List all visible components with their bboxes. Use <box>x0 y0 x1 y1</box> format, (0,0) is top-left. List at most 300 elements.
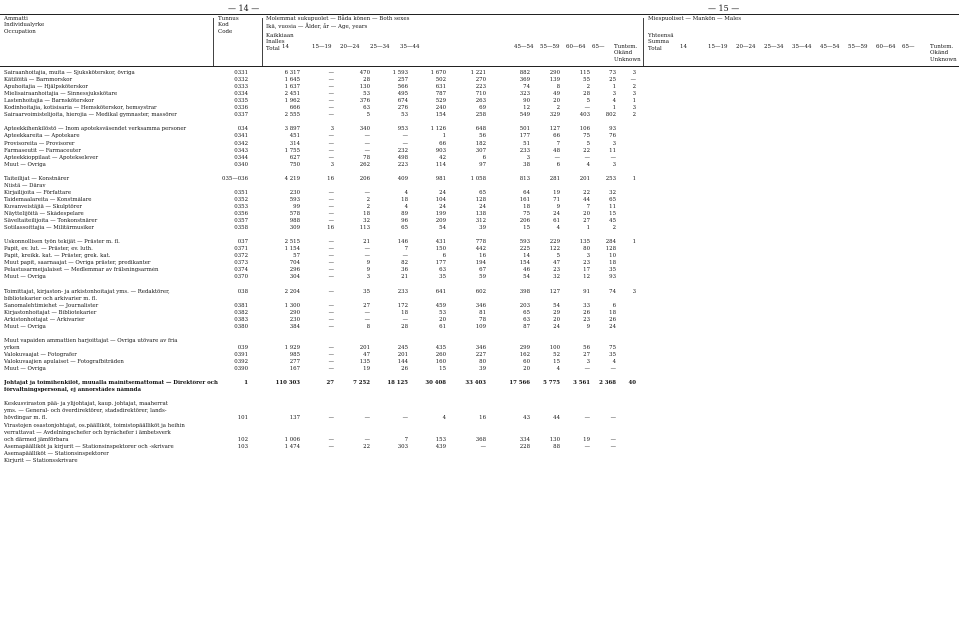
cell-a20: 18 <box>363 211 370 217</box>
cell-a15: — <box>328 140 334 147</box>
cell-unk: — <box>610 154 616 161</box>
cell-total: 1 637 <box>284 84 300 91</box>
cell-a60: 66 <box>553 133 560 140</box>
row-label: Farmaseutit — Farmaceuter <box>4 147 81 154</box>
cell-total: 578 <box>289 211 300 217</box>
cell-a60: 71 <box>553 196 560 203</box>
cell-a55: 17 566 <box>509 380 530 387</box>
right-age-column-header: 65— <box>902 44 915 50</box>
cell-a55: 18 <box>523 203 530 210</box>
cell-a25: 276 <box>397 105 408 112</box>
cell-a20: 47 <box>363 352 370 358</box>
cell-a35: 529 <box>435 98 446 105</box>
cell-a60: 9 <box>556 203 560 210</box>
cell-a25: 257 <box>397 77 408 84</box>
left-total-header: Kaikkiaan Inalles Total <box>266 33 294 52</box>
cell-code: 035—036 <box>222 175 248 182</box>
cell-a25: 233 <box>397 288 408 295</box>
cell-a60: 5 775 <box>543 380 560 387</box>
cell-unk: 1 <box>612 84 616 91</box>
cell-a35: 641 <box>435 288 446 295</box>
cell-a60: 54 <box>553 302 560 309</box>
cell-a60: 29 <box>553 309 560 316</box>
cell-a65: 44 <box>583 196 590 203</box>
left-age-column-header: 20—24 <box>340 44 360 50</box>
cell-unk: 128 <box>605 246 616 253</box>
cell-a65: 23 <box>583 316 590 323</box>
cell-code: 0358 <box>234 225 248 232</box>
cell-a20: 135 <box>359 359 370 366</box>
cell-a55: 162 <box>519 352 530 358</box>
cell-unk: 2 <box>612 225 616 232</box>
cell-m_total: — <box>630 77 636 84</box>
cell-total: 988 <box>289 218 300 225</box>
cell-a25: 82 <box>401 260 408 267</box>
cell-a25: 96 <box>401 218 408 225</box>
right-page-number: — 15 — <box>708 4 740 13</box>
cell-m_total: 3 <box>632 91 636 98</box>
cell-a25: 36 <box>401 267 408 274</box>
cell-a15: — <box>328 91 334 98</box>
cell-a45: 442 <box>475 246 486 253</box>
cell-a55: 206 <box>519 218 530 225</box>
cell-a60: — <box>554 154 560 161</box>
right-age-column-header: 55—59 <box>848 44 868 50</box>
cell-a35: 20 <box>439 316 446 323</box>
cell-a35: 199 <box>435 211 446 217</box>
row-label: Niistä — Därav <box>4 182 46 189</box>
cell-unk: 1 <box>612 105 616 112</box>
cell-a45: 258 <box>475 112 486 119</box>
row-label: Virastojen osastonjohtajat, os.päälliköt, toimistopäälliköt ja heihin <box>4 422 185 429</box>
cell-a35: 104 <box>435 196 446 203</box>
cell-a20: — <box>364 147 370 154</box>
right-age-column-header: 15—19 <box>708 44 728 50</box>
cell-a65: 1 <box>586 225 590 232</box>
cell-a65: 7 <box>586 203 590 210</box>
cell-a45: 6 <box>482 154 486 161</box>
cell-a60: 52 <box>553 352 560 358</box>
cell-a15: — <box>328 352 334 358</box>
row-label: Kirjurit — Stationsskrivare <box>4 457 78 464</box>
cell-a35: 24 <box>439 189 446 196</box>
cell-a65: 3 561 <box>573 380 590 387</box>
cell-a60: 139 <box>549 77 560 84</box>
cell-a60: 15 <box>553 359 560 366</box>
cell-a25: 146 <box>397 239 408 246</box>
cell-a35: 24 <box>439 203 446 210</box>
cell-a15: — <box>328 246 334 253</box>
cell-total: 1 962 <box>284 98 300 105</box>
cell-a60: 48 <box>553 147 560 154</box>
cell-a25: 7 <box>404 246 408 253</box>
cell-a25: 201 <box>397 352 408 358</box>
row-label: Apteekkihenkilöstö — Inom apoteksväsendet verksamma personer <box>4 126 187 133</box>
cell-m_total: 3 <box>632 288 636 295</box>
cell-a55: 12 <box>523 105 530 112</box>
cell-code: 034 <box>237 126 248 133</box>
cell-a65: 33 <box>583 302 590 309</box>
cell-unk: 76 <box>609 133 616 140</box>
cell-a55: 501 <box>519 126 530 133</box>
cell-a20: 21 <box>363 239 370 246</box>
cell-a45: 710 <box>475 91 486 98</box>
cell-a55: 813 <box>519 175 530 182</box>
row-label: yms. — General- och överdirektörer, stadsdirektörer, lands- <box>4 408 167 415</box>
cell-a15: — <box>328 84 334 91</box>
cell-total: 985 <box>289 352 300 358</box>
cell-m_total: 3 <box>632 105 636 112</box>
cell-code: 0380 <box>234 323 248 330</box>
cell-a35: 66 <box>439 140 446 147</box>
cell-total: 2 204 <box>284 288 300 295</box>
cell-a35: 209 <box>435 218 446 225</box>
row-label: Arkistonhoitajat — Arkivarier <box>4 316 85 323</box>
cell-a15: — <box>328 98 334 105</box>
cell-total: 167 <box>289 366 300 373</box>
cell-a45: 33 403 <box>465 380 486 387</box>
cell-total: 627 <box>289 154 300 161</box>
cell-a65: 135 <box>579 239 590 246</box>
cell-a60: 127 <box>549 126 560 133</box>
cell-total: 6 317 <box>284 70 300 76</box>
cell-a55: 203 <box>519 302 530 309</box>
cell-a35: 114 <box>435 161 446 168</box>
divider-males <box>643 18 644 66</box>
cell-a55: 46 <box>523 267 530 274</box>
cell-a25: 21 <box>401 274 408 281</box>
cell-a35: 54 <box>439 225 446 232</box>
cell-a65: 12 <box>583 274 590 281</box>
cell-unk: 4 <box>612 98 616 105</box>
cell-a60: 24 <box>553 323 560 330</box>
cell-a20: 22 <box>363 443 370 450</box>
cell-a55: 334 <box>519 436 530 443</box>
header-top-rule <box>0 14 959 15</box>
cell-code: 0382 <box>234 309 248 316</box>
cell-m_total: 2 <box>632 84 636 91</box>
cell-a55: 75 <box>523 211 530 217</box>
row-label: Provisoreita — Provisorer <box>4 140 75 147</box>
cell-a20: 2 <box>366 196 370 203</box>
cell-a15: — <box>328 344 334 351</box>
cell-unk: 802 <box>605 112 616 119</box>
cell-unk: 65 <box>609 196 616 203</box>
cell-code: 0343 <box>234 147 248 154</box>
cell-a65: — <box>584 443 590 450</box>
right-age-column-header: 25—34 <box>764 44 784 50</box>
row-label: yrken <box>4 344 20 351</box>
cell-a15: — <box>328 253 334 260</box>
cell-a35: 459 <box>435 302 446 309</box>
cell-a35: 160 <box>435 359 446 366</box>
cell-a35: 150 <box>435 246 446 253</box>
cell-a45: 307 <box>475 147 486 154</box>
cell-a60: 127 <box>549 288 560 295</box>
cell-a60: 229 <box>549 239 560 246</box>
cell-a65: 56 <box>583 344 590 351</box>
cell-a35: 15 <box>439 366 446 373</box>
cell-a35: 631 <box>435 84 446 91</box>
cell-a20: 206 <box>359 175 370 182</box>
cell-total: 1 645 <box>284 77 300 84</box>
cell-a45: 778 <box>475 239 486 246</box>
cell-unk: — <box>610 443 616 450</box>
row-label: Asemapäälliköt ja kirjurit — Stationsinspektorer och -skrivare <box>4 443 174 450</box>
cell-unk: 11 <box>609 147 616 154</box>
occupation-header: Ammatti Individualyrke Occupation <box>4 16 45 35</box>
cell-total: 1 929 <box>284 344 300 351</box>
cell-a25: 172 <box>397 302 408 309</box>
cell-a45: 109 <box>475 323 486 330</box>
cell-a45: 227 <box>475 352 486 358</box>
cell-a35: 4 <box>442 415 446 422</box>
cell-a45: 182 <box>475 140 486 147</box>
cell-a20: — <box>364 415 370 422</box>
cell-a25: 674 <box>397 98 408 105</box>
divider-code <box>213 18 214 66</box>
cell-total: 2 451 <box>284 91 300 98</box>
cell-a25: 7 <box>404 436 408 443</box>
cell-code: 0374 <box>234 267 248 274</box>
header-bottom-rule <box>0 66 959 67</box>
left-page-number: — 14 — <box>228 4 260 13</box>
cell-a60: 20 <box>553 98 560 105</box>
right-age-column-header: 45—54 <box>820 44 840 50</box>
row-label: Sanomalehtimiehet — Journalister <box>4 302 99 309</box>
cell-a45: 270 <box>475 77 486 84</box>
cell-a25: 18 125 <box>387 380 408 387</box>
cell-a15: 3 <box>330 161 334 168</box>
cell-a25: 18 <box>401 196 408 203</box>
cell-a60: 88 <box>553 443 560 450</box>
cell-a55: 15 <box>523 225 530 232</box>
row-label: Valokuvaajat — Fotografer <box>4 352 77 358</box>
cell-a65: 27 <box>583 218 590 225</box>
cell-a55: 20 <box>523 366 530 373</box>
cell-a65: 28 <box>583 91 590 98</box>
cell-a25: 65 <box>401 225 408 232</box>
cell-a20: 35 <box>363 288 370 295</box>
cell-a55: 398 <box>519 288 530 295</box>
cell-a65: 22 <box>583 189 590 196</box>
cell-a35: 903 <box>435 147 446 154</box>
cell-unk: 6 <box>612 302 616 309</box>
cell-a45: 56 <box>479 133 486 140</box>
cell-code: 0332 <box>234 77 248 84</box>
cell-unk: 35 <box>609 352 616 358</box>
row-label: Valokuvaajien apulaiset — Fotografbiträden <box>4 359 124 366</box>
row-label: Sairaarvoimistelijoita, hierojia — Medikal gymnaster, massörer <box>4 112 177 119</box>
cell-unk: — <box>610 436 616 443</box>
cell-a25: 303 <box>397 443 408 450</box>
cell-a35: 35 <box>439 274 446 281</box>
cell-code: 0341 <box>234 133 248 140</box>
cell-a60: 4 <box>556 366 560 373</box>
left-age-column-header: 45—54 <box>514 44 534 50</box>
cell-unk: 74 <box>609 288 616 295</box>
cell-unk: 10 <box>609 253 616 260</box>
cell-a60: 100 <box>549 344 560 351</box>
cell-a45: 80 <box>479 359 486 366</box>
cell-code: 0352 <box>234 196 248 203</box>
cell-total: 309 <box>289 225 300 232</box>
cell-a60: 281 <box>549 175 560 182</box>
cell-a55: 38 <box>523 161 530 168</box>
cell-a20: 470 <box>359 70 370 76</box>
cell-a20: — <box>364 246 370 253</box>
cell-a20: — <box>364 140 370 147</box>
cell-a45: 194 <box>475 260 486 267</box>
cell-a35: 42 <box>439 154 446 161</box>
cell-m_total: 40 <box>628 380 636 387</box>
cell-a65: 80 <box>583 246 590 253</box>
cell-a45: 263 <box>475 98 486 105</box>
cell-code: 0383 <box>234 316 248 323</box>
cell-unk: 24 <box>609 323 616 330</box>
cell-a45: 67 <box>479 267 486 274</box>
cell-unk: 32 <box>609 189 616 196</box>
left-age-column-header: 15—19 <box>312 44 332 50</box>
divider-total <box>262 18 263 66</box>
cell-a35: 177 <box>435 260 446 267</box>
cell-a35: 1 670 <box>430 70 446 76</box>
cell-unk: 4 <box>612 359 616 366</box>
cell-total: 296 <box>289 267 300 274</box>
cell-a25: — <box>402 140 408 147</box>
cell-a55: 74 <box>523 84 530 91</box>
cell-a20: — <box>364 309 370 316</box>
cell-total: 593 <box>289 196 300 203</box>
cell-a45: 223 <box>475 84 486 91</box>
cell-a35: 439 <box>435 443 446 450</box>
cell-a25: 498 <box>397 154 408 161</box>
cell-a35: 435 <box>435 344 446 351</box>
cell-a60: 49 <box>553 91 560 98</box>
cell-a60: 329 <box>549 112 560 119</box>
cell-a15: — <box>328 302 334 309</box>
cell-a20: — <box>364 253 370 260</box>
cell-a55: 299 <box>519 344 530 351</box>
row-label: Muut — Övriga <box>4 274 46 281</box>
cell-code: 0335 <box>234 98 248 105</box>
cell-a25: — <box>402 133 408 140</box>
cell-a55: 161 <box>519 196 530 203</box>
cell-a65: 22 <box>583 147 590 154</box>
cell-a20: 9 <box>366 267 370 274</box>
cell-a55: 549 <box>519 112 530 119</box>
left-age-column-header: 25—34 <box>370 44 390 50</box>
left-age-header: Ikä, vuosia — Ålder, år — Age, years <box>266 24 368 30</box>
cell-a60: 20 <box>553 316 560 323</box>
cell-a55: 54 <box>523 274 530 281</box>
cell-a45: — <box>480 443 486 450</box>
cell-a65: 17 <box>583 267 590 274</box>
cell-a20: 130 <box>359 84 370 91</box>
cell-a45: 78 <box>479 316 486 323</box>
cell-a25: 245 <box>397 344 408 351</box>
cell-a65: 91 <box>583 288 590 295</box>
cell-unk: 253 <box>605 175 616 182</box>
cell-m_total: 2 <box>632 112 636 119</box>
cell-a20: 9 <box>366 260 370 267</box>
cell-code: 0357 <box>234 218 248 225</box>
cell-a65: 2 <box>586 84 590 91</box>
cell-a20: 27 <box>363 302 370 309</box>
cell-a45: 65 <box>479 189 486 196</box>
cell-code: 0340 <box>234 161 248 168</box>
cell-a20: 5 <box>366 112 370 119</box>
cell-a35: 153 <box>435 436 446 443</box>
cell-a20: 8 <box>366 323 370 330</box>
cell-unk: 3 <box>612 140 616 147</box>
cell-m_total: 1 <box>632 98 636 105</box>
cell-a15: — <box>328 218 334 225</box>
cell-total: 230 <box>289 316 300 323</box>
cell-a25: 18 <box>401 309 408 316</box>
left-sex-header: Molemmat sukupuolet — Båda könen — Both sexes <box>266 16 410 22</box>
cell-total: 314 <box>289 140 300 147</box>
row-label: Taidemaalareita — Konstmålare <box>4 196 92 203</box>
cell-a35: 1 <box>442 133 446 140</box>
cell-total: 137 <box>289 415 300 422</box>
cell-a20: 78 <box>363 154 370 161</box>
cell-a20: 113 <box>359 225 370 232</box>
cell-a65: 75 <box>583 133 590 140</box>
cell-a25: — <box>402 415 408 422</box>
cell-a20: 7 252 <box>353 380 370 387</box>
row-label: verrattavat — Avdelningschefer och byråchefer i ämbetsverk <box>4 429 171 436</box>
row-label: Papit, kreikk. kat. — Präster, grek. kat. <box>4 253 111 260</box>
cell-code: 0331 <box>234 70 248 76</box>
cell-total: 304 <box>289 274 300 281</box>
cell-a15: — <box>328 154 334 161</box>
cell-a15: 3 <box>330 126 334 133</box>
cell-a35: 61 <box>439 323 446 330</box>
cell-a55: 14 <box>523 253 530 260</box>
cell-a55: 64 <box>523 189 530 196</box>
cell-a15: — <box>328 105 334 112</box>
row-label: Toimittajat, kirjaston- ja arkistonhoitajat yms. — Redaktörer, <box>4 288 170 295</box>
cell-a15: — <box>328 359 334 366</box>
cell-a65: 106 <box>579 126 590 133</box>
cell-a60: 32 <box>553 274 560 281</box>
cell-a60: 24 <box>553 211 560 217</box>
cell-a25: — <box>402 253 408 260</box>
cell-a45: 39 <box>479 225 486 232</box>
cell-a55: 369 <box>519 77 530 84</box>
cell-a45: 39 <box>479 366 486 373</box>
cell-a25: 89 <box>401 211 408 217</box>
row-label: bibliotekarier och arkivarier m. fl. <box>4 295 98 302</box>
cell-total: 1 474 <box>284 443 300 450</box>
cell-unk: 93 <box>609 274 616 281</box>
cell-a60: 290 <box>549 70 560 76</box>
cell-a60: 44 <box>553 415 560 422</box>
cell-a55: 3 <box>526 154 530 161</box>
cell-a35: 787 <box>435 91 446 98</box>
cell-a55: 87 <box>523 323 530 330</box>
left-age-column-header: Tuntem. Okänd Unknown <box>614 44 641 63</box>
cell-a20: 262 <box>359 161 370 168</box>
cell-unk: 18 <box>609 260 616 267</box>
cell-a65: 27 <box>583 352 590 358</box>
cell-a45: 69 <box>479 105 486 112</box>
row-label: Kirjailijoita — Författare <box>4 189 72 196</box>
row-label: Apteekkareita — Apotekare <box>4 133 80 140</box>
cell-unk: 3 <box>612 161 616 168</box>
cell-unk: 26 <box>609 316 616 323</box>
